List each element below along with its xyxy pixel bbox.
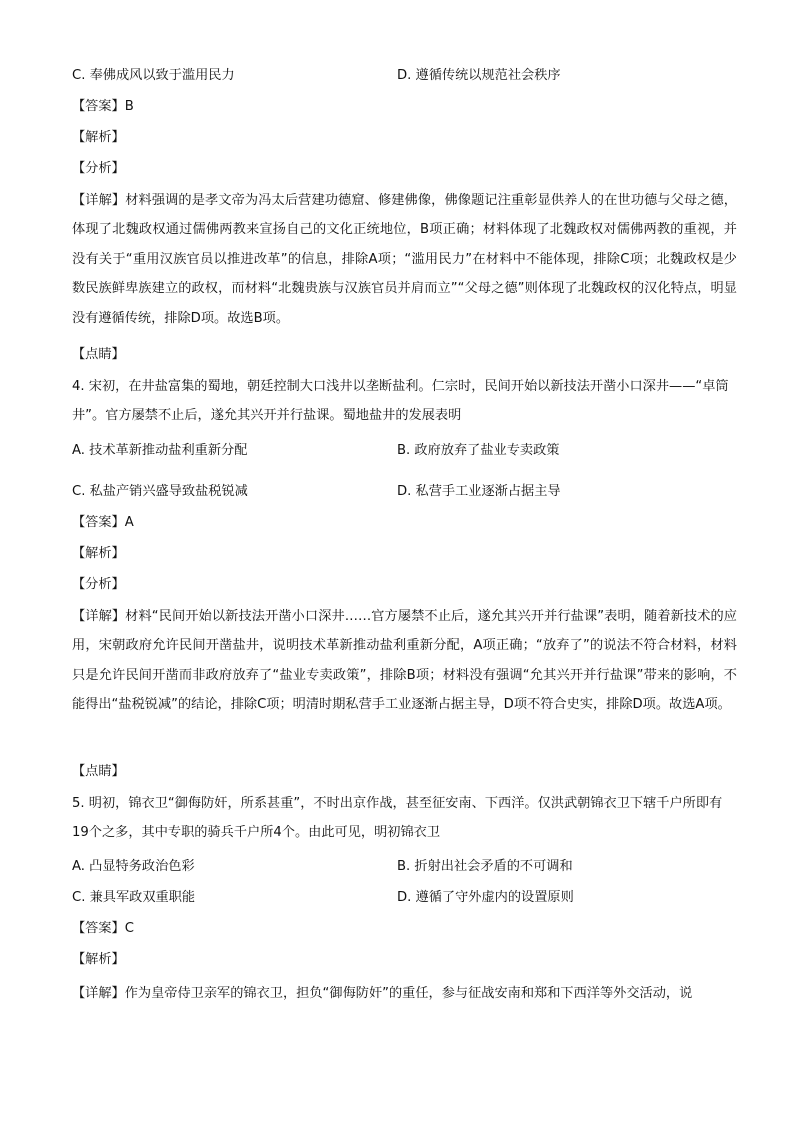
q4-stem: 4. 宋初，在井盐富集的蜀地，朝廷控制大口浅井以垄断盐利。仁宗时，民间开始以新技法开凿小口深井——“卓筒井”。官方屡禁不止后，遂允其兴开并行盐课。蜀地盐井的发展表明	[72, 379, 729, 424]
q3-dianjing-heading: 【点睛】	[72, 347, 125, 362]
q5-option-b: B. 折射出社会矛盾的不可调和	[397, 859, 573, 874]
q5-detail-paragraph: 【详解】作为皇帝侍卫亲军的锦衣卫，担负“御侮防奸”的重任，参与征战安南和郑和下西洋等外交活动，说	[72, 986, 693, 1001]
q4-option-b: B. 政府放弃了盐业专卖政策	[397, 443, 560, 458]
q4-option-a: A. 技术革新推动盐利重新分配	[72, 443, 248, 458]
q3-jiexi-heading: 【解析】	[72, 130, 125, 145]
q3-fenxi-heading: 【分析】	[72, 161, 125, 176]
q3-detail-paragraph: 【详解】材料强调的是孝文帝为冯太后营建功德窟、修建佛像，佛像题记注重彰显供养人的在世功德与父母之德，体现了北魏政权通过儒佛两教来宣扬自己的文化正统地位，B项正确；材料体现了北魏政权对儒佛两教的重视，并没有关于“重用汉族官员以推进改革”的信息，排除A项；“滥用民力”在材料中不能体现，排除C项；北魏政权是少数民族鲜卑族建立的政权，而材料“北魏贵族与汉族官员并肩而立”“父母之德”则体现了北魏政权的汉化特点，明显没有遵循传统，排除D项。故选B项。	[72, 193, 737, 326]
q5-option-c: C. 兼具军政双重职能	[72, 890, 196, 905]
q4-fenxi-heading: 【分析】	[72, 577, 125, 592]
q3-answer: 【答案】B	[72, 99, 134, 114]
q4-jiexi-heading: 【解析】	[72, 546, 125, 561]
q3-option-d: D. 遵循传统以规范社会秩序	[397, 68, 561, 83]
q5-option-d: D. 遵循了守外虚内的设置原则	[397, 890, 574, 905]
q5-jiexi-heading: 【解析】	[72, 952, 125, 967]
q5-answer: 【答案】C	[72, 921, 134, 936]
q3-option-c: C. 奉佛成风以致于滥用民力	[72, 68, 235, 83]
q4-option-d: D. 私营手工业逐渐占据主导	[397, 484, 561, 499]
q4-option-c: C. 私盐产销兴盛导致盐税锐减	[72, 484, 248, 499]
q4-detail-paragraph: 【详解】材料“民间开始以新技法开凿小口深井……官方屡禁不止后，遂允其兴开并行盐课”表明，随着新技术的应用，宋朝政府允许民间开凿盐井，说明技术革新推动盐利重新分配，A项正确；“放弃了”的说法不符合材料，材料只是允许民间开凿而非政府放弃了“盐业专卖政策”，排除B项；材料没有强调“允其兴开并行盐课”带来的影响，不能得出“盐税锐减”的结论，排除C项；明清时期私营手工业逐渐占据主导，D项不符合史实，排除D项。故选A项。	[72, 609, 737, 713]
q5-stem: 5. 明初，锦衣卫“御侮防奸，所系甚重”，不时出京作战，甚至征安南、下西洋。仅洪武朝锦衣卫下辖千户所即有19个之多，其中专职的骑兵千户所4个。由此可见，明初锦衣卫	[72, 796, 723, 841]
q4-dianjing-heading: 【点睛】	[72, 764, 125, 779]
q4-answer: 【答案】A	[72, 515, 134, 530]
q5-option-a: A. 凸显特务政治色彩	[72, 859, 195, 874]
